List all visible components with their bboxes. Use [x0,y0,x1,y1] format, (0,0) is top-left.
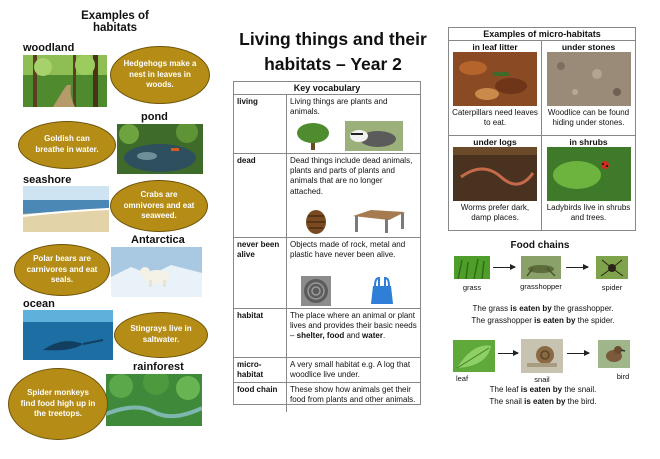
habitats-title: Examples of habitats [81,10,149,34]
micro-label: under logs [473,136,517,147]
sentence-bold: is eaten by [524,397,566,406]
leaf-litter-photo [453,52,537,106]
habitat-name-pond: pond [141,111,168,123]
under-logs-photo [453,147,537,201]
habitat-name-antarctica: Antarctica [131,234,185,246]
grass-image [454,256,490,279]
spider-image [596,256,628,279]
vocab-row-dead [234,154,420,238]
vocab-definition: Objects made of rock, metal and plastic have never been alive. [290,240,406,260]
sentence-bold: is eaten by [510,304,552,313]
ocean-fact-bubble: Stingrays live in saltwater. [114,312,208,358]
habitat-name-woodland: woodland [23,42,75,54]
vocab-definition: and [344,331,363,341]
vocab-term: food chain [234,383,287,412]
vocab-definition: The place where an animal or plant lives and provides their basic needs – [290,311,417,341]
rainforest-photo [106,374,202,426]
habitat-name-rainforest: rainforest [133,361,184,373]
micro-habitats-heading: Examples of micro-habitats [449,28,635,41]
vocabulary-heading: Key vocabulary [234,82,420,95]
vocab-term: dead [234,154,287,237]
tree-image [293,122,333,150]
seashore-fact-bubble: Crabs are omnivores and eat seaweed. [110,180,208,232]
vocab-term: micro-habitat [234,358,287,382]
micro-label: in leaf litter [472,42,518,52]
page-title [238,27,428,78]
sentence-part: the snail. [562,385,597,394]
micro-caption: Worms prefer dark, damp places. [460,202,530,222]
micro-cell-under-logs [449,136,542,231]
sentence-part: The snail [489,397,525,406]
vocab-definition: Dead things include dead animals, plants and parts of plants and animals that are no longer attached. [290,156,413,196]
vocab-row-never-been-alive [234,238,420,309]
bird-image [598,340,630,368]
vocab-definition: A very small habitat e.g. A log that woodlice live under. [290,360,411,380]
in-shrubs-photo [547,147,631,201]
food-chain-label: leaf [455,374,469,383]
pinecone-image [301,206,331,236]
vocab-definition: Living things are plants and animals. [290,97,388,117]
manhole-cover-image [301,276,331,306]
grasshopper-image [521,256,561,279]
page-title-line2: habitats – Year 2 [264,54,402,75]
food-chain-label: grass [462,283,482,292]
micro-caption: Ladybirds live in shrubs and trees. [546,202,631,222]
snail-image [521,339,563,373]
woodland-photo [23,55,107,107]
vocab-row-living [234,95,420,154]
micro-cell-under-stones [542,41,635,136]
micro-caption: Woodlice can be found hiding under stones. [547,108,630,127]
sentence-part: The leaf [489,385,521,394]
sentence-part: the bird. [565,397,597,406]
food-chain-label: bird [616,372,630,381]
sentence-part: the spider. [575,316,615,325]
food-chain-label: grasshopper [520,282,562,291]
vocab-row-food-chain [234,383,420,412]
vocabulary-table [233,81,421,405]
vocab-term: living [234,95,287,153]
sentence-part: the grasshopper. [551,304,614,313]
arrow-icon [567,353,589,354]
food-chains-title: Food chains [510,240,570,251]
badger-image [345,121,403,151]
vocab-term: habitat [234,309,287,357]
vocab-definition: . [382,331,386,341]
vocab-row-micro-habitat [234,358,420,383]
antarctica-photo [111,247,202,297]
sentence-bold: is eaten by [534,316,576,325]
arrow-icon [493,267,515,268]
micro-cell-leaf-litter [449,41,542,136]
micro-label: under stones [561,42,616,52]
habitat-name-ocean: ocean [23,298,55,310]
food-chain-label: spider [601,283,623,292]
micro-habitats-table [448,27,636,231]
pond-photo [117,124,203,174]
arrow-icon [566,267,588,268]
vocab-definition-bold: shelter, food [296,331,345,341]
micro-label: in shrubs [569,136,608,147]
sentence-part: The grass [472,304,511,313]
ocean-photo [23,310,113,360]
vocab-term: never been alive [234,238,287,308]
vocab-row-habitat [234,309,420,358]
sentence-bold: is eaten by [520,385,563,394]
habitat-name-seashore: seashore [23,174,72,186]
vocab-definition-bold: water [362,331,383,341]
rainforest-fact-bubble: Spider monkeys find food high up in the treetops. [8,368,108,440]
page-title-line1: Living things and their [239,29,427,49]
micro-cell-in-shrubs [542,136,635,231]
food-chain-1-sentences [448,303,638,327]
table-image [351,208,407,234]
vocab-definition: These show how animals get their food from plants and other animals. [290,385,416,405]
micro-caption: Caterpillars need leaves to eat. [452,108,538,127]
pond-fact-bubble: Goldish can breathe in water. [18,121,116,169]
seashore-photo [23,186,109,232]
leaf-image [453,340,495,372]
plastic-bag-image [369,276,395,306]
antarctica-fact-bubble: Polar bears are carnivores and eat seals. [14,244,110,296]
food-chain-2-sentences [448,384,638,408]
under-stones-photo [547,52,631,106]
woodland-fact-bubble: Hedgehogs make a nest in leaves in woods. [110,46,210,104]
sentence-part: The grasshopper [471,316,535,325]
arrow-icon [498,353,518,354]
food-chain-label: snail [534,375,550,384]
